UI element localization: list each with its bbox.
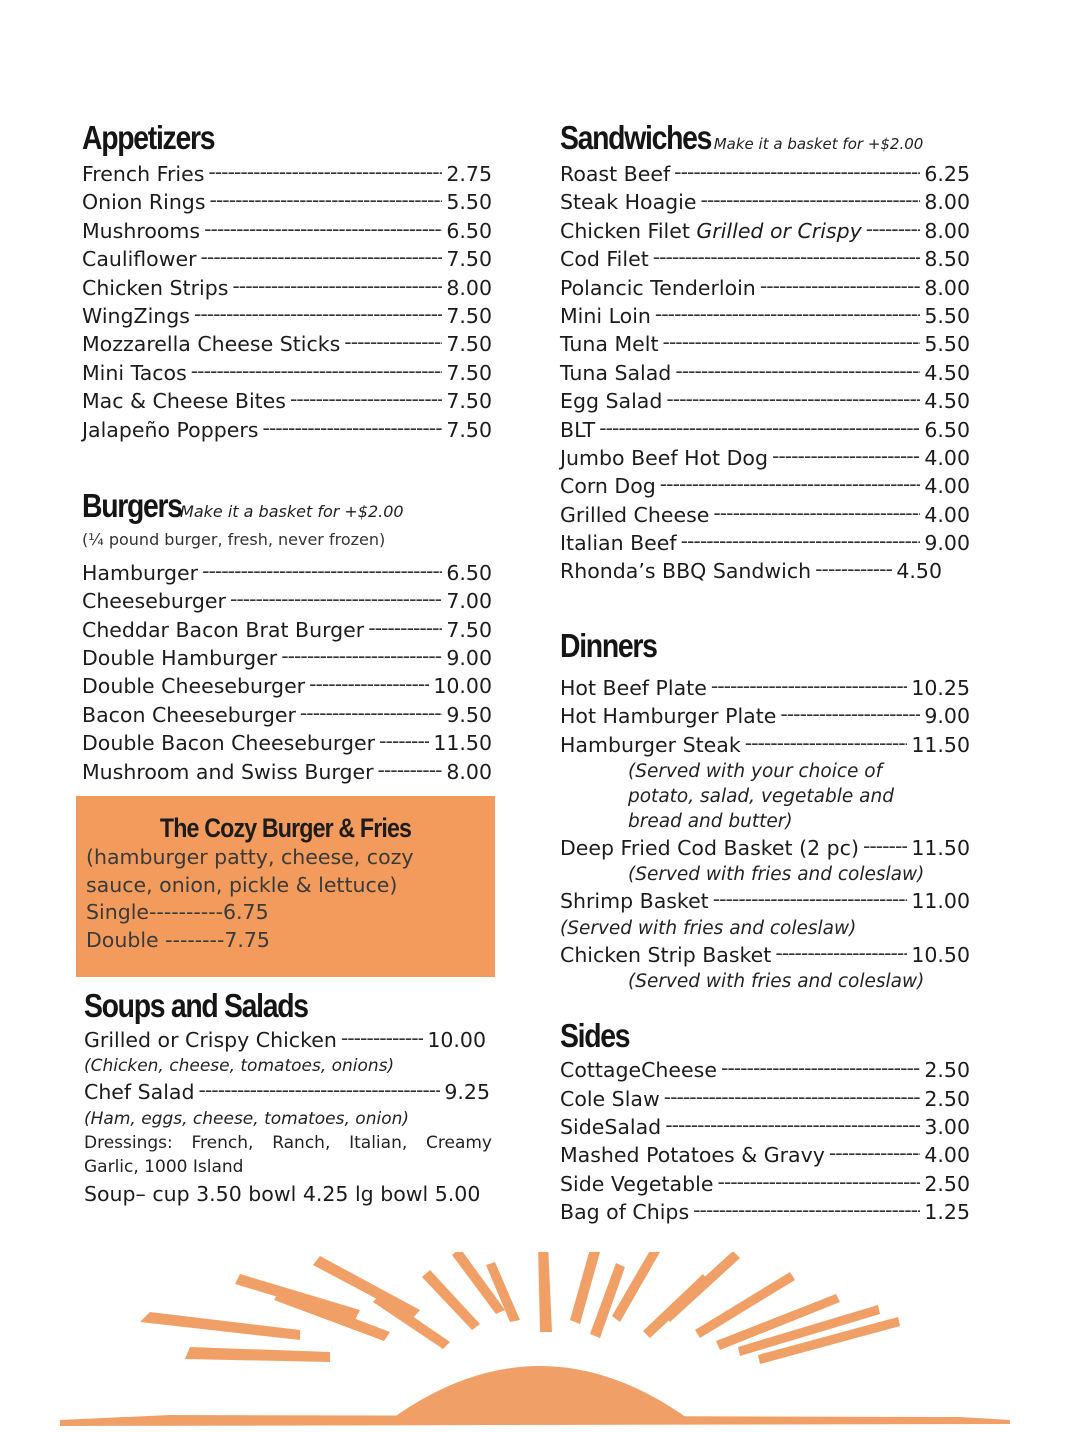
menu-item: Corn Dog ----- 4.00	[560, 472, 970, 500]
menu-item: Mac & Cheese Bites ----- 7.50	[82, 387, 492, 415]
menu-item: Italian Beef ----- 9.00	[560, 529, 970, 557]
appetizers-list	[82, 160, 492, 444]
cozy-description: (hamburger patty, cheese, cozy sauce, onion, pickle & lettuce) Single----------6.75 Double --------7.75	[76, 844, 495, 954]
menu-item: Polancic Tenderloin ----- 8.00	[560, 274, 970, 302]
sunburst-graphic	[0, 1252, 1073, 1432]
appetizers-section	[82, 118, 492, 444]
menu-item: Side Vegetable ----- 2.50	[560, 1170, 970, 1198]
cozy-double-price: Double --------7.75	[86, 927, 270, 952]
burgers-heading: Burgers	[82, 486, 182, 524]
item-note: bread and butter)	[628, 811, 793, 833]
item-note: (Ham, eggs, cheese, tomatoes, onion)	[84, 1108, 410, 1129]
menu-item: Steak Hoagie ----- 8.00	[560, 188, 970, 216]
menu-item: Jumbo Beef Hot Dog ----- 4.00	[560, 444, 970, 472]
cozy-burger-box	[76, 796, 495, 977]
menu-item: Double Cheeseburger ----- 10.00	[82, 672, 492, 700]
menu-item: Mozzarella Cheese Sticks ----- 7.50	[82, 330, 492, 358]
menu-item: Chicken Strips ----- 8.00	[82, 274, 492, 302]
menu-item: Hamburger ----- 6.50	[82, 559, 492, 587]
dinners-section	[560, 626, 970, 994]
burgers-note: (¼ pound burger, fresh, never frozen)	[82, 529, 386, 549]
menu-item: Chicken Filet Grilled or Crispy ----- 8.00	[560, 217, 970, 245]
burgers-section	[82, 486, 492, 786]
menu-item: Mini Loin ----- 5.50	[560, 302, 970, 330]
menu-item: Deep Fried Cod Basket (2 pc) ----- 11.50	[560, 834, 970, 862]
sandwiches-section	[560, 118, 970, 586]
menu-item: Chef Salad ----- 9.25	[84, 1078, 490, 1106]
menu-item: Mashed Potatoes & Gravy ----- 4.00	[560, 1141, 970, 1169]
menu-item: WingZings ----- 7.50	[82, 302, 492, 330]
burgers-list	[82, 559, 492, 786]
item-note: (Served with your choice of	[628, 761, 883, 783]
menu-item: Double Hamburger ----- 9.00	[82, 644, 492, 672]
menu-item: Mini Tacos ----- 7.50	[82, 359, 492, 387]
menu-item: Roast Beef ----- 6.25	[560, 160, 970, 188]
menu-item: Hot Hamburger Plate ----- 9.00	[560, 702, 970, 730]
dressings-text: Dressings: French, Ranch, Italian, Creamy Garlic, 1000 Island	[84, 1132, 492, 1177]
dinners-heading: Dinners	[560, 626, 657, 664]
cozy-title: The Cozy Burger & Fries	[159, 813, 412, 843]
menu-item: Jalapeño Poppers ----- 7.50	[82, 416, 492, 444]
item-note: (Chicken, cheese, tomatoes, onions)	[84, 1056, 395, 1077]
menu-item: Hot Beef Plate ----- 10.25	[560, 674, 970, 702]
menu-item: CottageCheese ----- 2.50	[560, 1056, 970, 1084]
sun-disc	[390, 1366, 690, 1420]
menu-item: Hamburger Steak ----- 11.50	[560, 731, 970, 759]
menu-item: Cheddar Bacon Brat Burger ----- 7.50	[82, 616, 492, 644]
menu-item: Cole Slaw ----- 2.50	[560, 1085, 970, 1113]
menu-item: Chicken Strip Basket ----- 10.50	[560, 941, 970, 969]
item-note: (Served with fries and coleslaw)	[628, 971, 925, 993]
menu-item: Double Bacon Cheeseburger ----- 11.50	[82, 729, 492, 757]
menu-item: French Fries ----- 2.75	[82, 160, 492, 188]
menu-item: Shrimp Basket ----- 11.00	[560, 887, 970, 915]
menu-item: Cheeseburger ----- 7.00	[82, 587, 492, 615]
menu-item: Cauliflower ----- 7.50	[82, 245, 492, 273]
menu-item: Mushroom and Swiss Burger ----- 8.00	[82, 758, 492, 786]
menu-item: Grilled Cheese ----- 4.00	[560, 501, 970, 529]
appetizers-heading: Appetizers	[82, 119, 215, 156]
sandwiches-heading: Sandwiches	[560, 119, 712, 156]
right-column	[560, 118, 970, 1227]
menu-item: Cod Filet ----- 8.50	[560, 245, 970, 273]
menu-item: Tuna Melt ----- 5.50	[560, 330, 970, 358]
soups-section	[84, 986, 492, 1209]
menu-item: Egg Salad ----- 4.50	[560, 387, 970, 415]
menu-item: Tuna Salad ----- 4.50	[560, 359, 970, 387]
item-note: potato, salad, vegetable and	[628, 786, 894, 808]
menu-item: Onion Rings ----- 5.50	[82, 188, 492, 216]
menu-item: SideSalad ----- 3.00	[560, 1113, 970, 1141]
menu-item: Bacon Cheeseburger ----- 9.50	[82, 701, 492, 729]
sides-heading: Sides	[560, 1017, 630, 1055]
menu-item: Rhonda’s BBQ Sandwich ----- 4.50	[560, 557, 942, 585]
menu-item: Bag of Chips ----- 1.25	[560, 1198, 970, 1226]
soups-heading: Soups and Salads	[84, 987, 308, 1024]
burgers-basket-note: Make it a basket for +$2.00	[180, 501, 404, 521]
sides-section	[560, 1016, 970, 1226]
soup-prices: Soup– cup 3.50 bowl 4.25 lg bowl 5.00	[84, 1181, 481, 1206]
item-note: (Served with fries and coleslaw)	[628, 864, 925, 886]
item-note: (Served with fries and coleslaw)	[560, 917, 857, 939]
menu-item: Grilled or Crispy Chicken ----- 10.00	[84, 1026, 486, 1054]
sandwiches-basket-note: Make it a basket for +$2.00	[713, 135, 924, 153]
left-column	[82, 118, 492, 786]
cozy-single-price: Single----------6.75	[86, 900, 269, 924]
sandwiches-list	[560, 160, 970, 586]
horizon-line	[60, 1415, 1010, 1426]
menu-item: Mushrooms ----- 6.50	[82, 217, 492, 245]
sun-rays	[140, 1252, 900, 1364]
menu-item: BLT ----- 6.50	[560, 416, 970, 444]
